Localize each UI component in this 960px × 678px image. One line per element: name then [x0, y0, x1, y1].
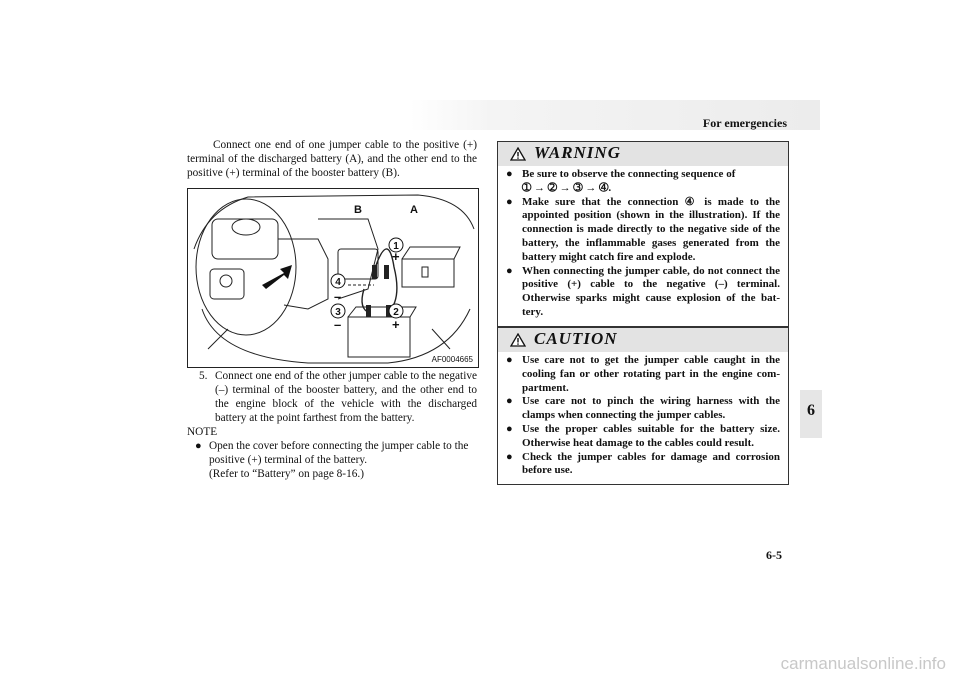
note-line: Open the cover before connecting the jumper cable to the positive (+) terminal of the battery. — [209, 440, 469, 466]
warning-item: ● Make sure that the connection ④ is made to the appointed position (shown in the illustration). If the connection is made directly to the negative side of the battery, the inflammable gases generated from the battery might catch fire and explode. — [506, 195, 780, 263]
chapter-number: 6 — [807, 402, 815, 419]
warning-item: ● Be sure to observe the connecting sequence of ➀ → ➁ → ➂ → ➃. — [506, 168, 780, 196]
engine-bay-drawing — [188, 189, 478, 367]
bullet-icon: ● — [195, 440, 202, 452]
step-number: 5. — [199, 370, 208, 382]
note-item — [187, 439, 477, 481]
intro-paragraph-block — [187, 138, 477, 180]
hood-outline — [194, 195, 474, 249]
page-number: 6-5 — [766, 548, 782, 562]
bullet-icon: ● — [506, 422, 513, 435]
bullet-icon: ● — [506, 168, 513, 180]
minus-sign-3: – — [334, 317, 342, 332]
bullet-icon: ● — [506, 264, 513, 277]
intake-line — [318, 219, 378, 299]
warning-header — [498, 142, 788, 166]
svg-text:2: 2 — [393, 307, 399, 318]
svg-text:1: 1 — [393, 241, 399, 252]
caution-item: ● Check the jumper cables for damage and corrosion before use. — [506, 450, 780, 477]
fuse-box — [210, 269, 244, 299]
caution-box — [497, 327, 789, 485]
filler-cap — [220, 275, 232, 287]
bullet-icon: ● — [506, 195, 513, 208]
warning-triangle-icon — [510, 147, 526, 161]
jumper-cable-illustration — [187, 188, 479, 368]
arrow-icon — [262, 265, 292, 289]
warning-item: ● When connecting the jumper cable, do not connect the positive (+) cable to the negative (–) terminal. Otherwise sparks might cause explosion of the bat-tery. — [506, 264, 780, 318]
connection-2-marker — [389, 304, 403, 318]
watermark: carmanualsonline.info — [780, 654, 946, 673]
fender-lines — [208, 329, 450, 349]
caution-item: ● Use the proper cables suitable for the battery size. Otherwise heat damage to the cables could result. — [506, 422, 780, 449]
svg-text:4: 4 — [335, 277, 341, 288]
intro-paragraph: Connect one end of one jumper cable to the positive (+) terminal of the discharged battery (A), and the other end to the positive (+) terminal of the booster battery (B). — [187, 139, 477, 179]
caution-item: ● Use care not to pinch the wiring harness with the clamps when connecting the jumper cables. — [506, 395, 780, 422]
plus-sign-2: + — [392, 317, 400, 332]
caution-header — [498, 328, 788, 352]
label-b: B — [354, 204, 362, 216]
bullet-icon: ● — [506, 450, 513, 463]
minus-sign-4: – — [334, 289, 342, 304]
connection-sequence: ➀ → ➁ → ➂ → ➃. — [522, 181, 612, 194]
reservoir-cap — [232, 219, 260, 235]
step-5 — [187, 369, 477, 425]
connection-4-marker — [331, 274, 345, 288]
plus-sign-1: + — [392, 249, 400, 264]
note-block — [187, 425, 477, 481]
caution-title: CAUTION — [534, 329, 618, 348]
bullet-icon: ● — [506, 395, 513, 408]
step-text: Connect one end of the other jumper cable to the negative (–) terminal of the booster battery, and the other end to the engine block of the vehicle with the discharged battery at the point farthest from the battery. — [215, 370, 477, 424]
caution-item: ● Use care not to get the jumper cable caught in the cooling fan or other rotating part in the engine com-partment. — [506, 354, 780, 394]
battery-b-top — [348, 307, 416, 317]
section-title: For emergencies — [702, 116, 787, 130]
battery-a-top — [402, 247, 460, 259]
figure-code: AF0004665 — [431, 355, 473, 364]
battery-b — [348, 317, 410, 357]
caution-triangle-icon — [510, 333, 526, 347]
battery-a-slot — [422, 267, 428, 277]
warning-body — [498, 166, 788, 326]
reservoir-tank — [212, 219, 278, 259]
chapter-tab — [800, 390, 822, 438]
label-a: A — [410, 204, 418, 216]
warning-title: WARNING — [534, 143, 621, 162]
bullet-icon: ● — [506, 354, 513, 366]
caution-body — [498, 352, 788, 484]
svg-text:3: 3 — [335, 307, 341, 318]
note-line: (Refer to “Battery” on page 8-16.) — [209, 468, 364, 480]
connection-3-marker — [331, 304, 345, 318]
note-label: NOTE — [187, 426, 218, 438]
warning-box — [497, 141, 789, 327]
